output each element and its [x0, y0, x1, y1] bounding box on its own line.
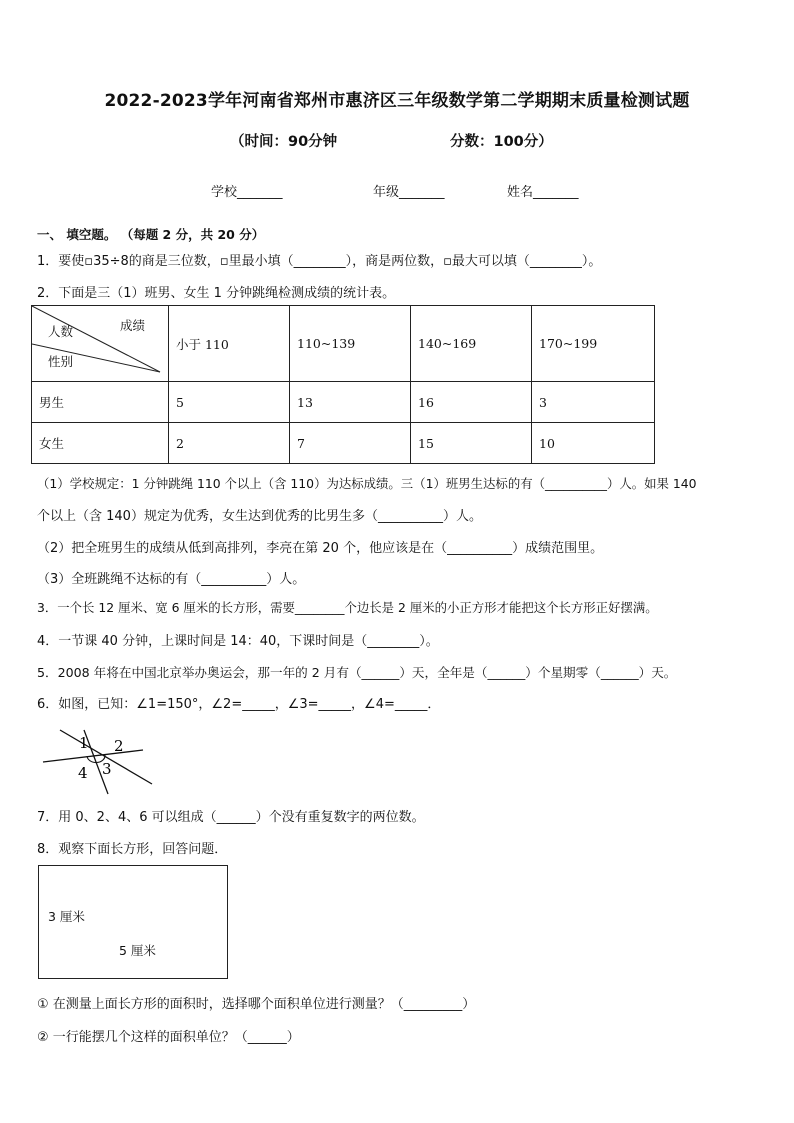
- question-2-2: （2）把全班男生的成绩从低到高排列，李亮在第 20 个，他应该是在（__________）成绩范围里。: [37, 541, 604, 556]
- angle-label-3: 3: [102, 760, 112, 778]
- question-1: 1．要使▫35÷8的商是三位数，▫里最小填（________），商是两位数，▫最大可以填（________）。: [37, 254, 602, 269]
- angle-label-4: 4: [78, 764, 88, 782]
- table-header-cell: 170~199: [532, 306, 655, 382]
- row-label: 女生: [32, 423, 169, 464]
- question-5: 5．2008 年将在中国北京举办奥运会，那一年的 2 月有（______）天，全年是（______）个星期零（______）天。: [37, 665, 677, 680]
- line-horizontal: [43, 750, 143, 762]
- row-label: 男生: [32, 382, 169, 423]
- school-field: 学校_______: [211, 185, 283, 200]
- question-2-3: （3）全班跳绳不达标的有（__________）人。: [37, 572, 306, 587]
- table-corner-cell: [32, 306, 169, 382]
- section-heading: 一、 填空题。 （每题 2 分，共 20 分）: [37, 227, 265, 242]
- table-cell: 5: [169, 382, 290, 423]
- rectangle-side-label: 3 厘米: [48, 909, 85, 924]
- question-6: 6．如图，已知：∠1=150°，∠2=_____，∠3=_____，∠4=_____．: [37, 697, 441, 712]
- question-8: 8．观察下面长方形，回答问题．: [37, 842, 228, 857]
- question-8-2: ② 一行能摆几个这样的面积单位？（______）: [37, 1030, 300, 1045]
- angle-label-1: 1: [79, 734, 89, 752]
- angle-label-2: 2: [114, 737, 124, 755]
- question-4: 4．一节课 40 分钟，上课时间是 14：40，下课时间是（________）。: [37, 634, 439, 649]
- corner-label-gender: 性别: [48, 354, 74, 369]
- rectangle-figure: [38, 865, 228, 979]
- table-cell: 13: [290, 382, 411, 423]
- table-row: [32, 382, 655, 423]
- angle-figure: [40, 726, 160, 796]
- diagonal-lines: [32, 306, 168, 382]
- table-header-cell: 小于 110: [169, 306, 290, 382]
- exam-time: （时间：90分钟: [230, 134, 338, 150]
- grade-field: 年级_______: [373, 185, 445, 200]
- exam-title: 2022-2023学年河南省郑州市惠济区三年级数学第二学期期末质量检测试题: [104, 91, 690, 111]
- table-header-cell: 110~139: [290, 306, 411, 382]
- question-2: 2．下面是三（1）班男、女生 1 分钟跳绳检测成绩的统计表。: [37, 286, 396, 301]
- question-2-1-part-b: 个以上（含 140）规定为优秀，女生达到优秀的比男生多（__________）人。: [37, 509, 482, 524]
- table-header-row: [32, 306, 655, 382]
- name-field: 姓名_______: [507, 185, 579, 200]
- table-header-cell: 140~169: [411, 306, 532, 382]
- table-cell: 15: [411, 423, 532, 464]
- rectangle-bottom-label: 5 厘米: [119, 943, 156, 958]
- question-7: 7．用 0、2、4、6 可以组成（______）个没有重复数字的两位数。: [37, 810, 425, 825]
- table-row: [32, 423, 655, 464]
- corner-label-score: 成绩: [120, 318, 146, 333]
- exam-score: 分数：100分）: [450, 134, 553, 150]
- table-cell: 2: [169, 423, 290, 464]
- question-3: 3．一个长 12 厘米、宽 6 厘米的长方形，需要________个边长是 2 厘米的小正方形才能把这个长方形正好摆满。: [37, 600, 658, 615]
- question-8-1: ① 在测量上面长方形的面积时，选择哪个面积单位进行测量？（_________）: [37, 997, 476, 1012]
- table-cell: 10: [532, 423, 655, 464]
- table-cell: 3: [532, 382, 655, 423]
- table-cell: 16: [411, 382, 532, 423]
- corner-label-count: 人数: [48, 324, 74, 339]
- table-cell: 7: [290, 423, 411, 464]
- stats-table: [31, 305, 655, 464]
- question-2-1-part-a: （1）学校规定：1 分钟跳绳 110 个以上（含 110）为达标成绩。三（1）班男生达标的有（__________）人。如果 140: [37, 476, 697, 491]
